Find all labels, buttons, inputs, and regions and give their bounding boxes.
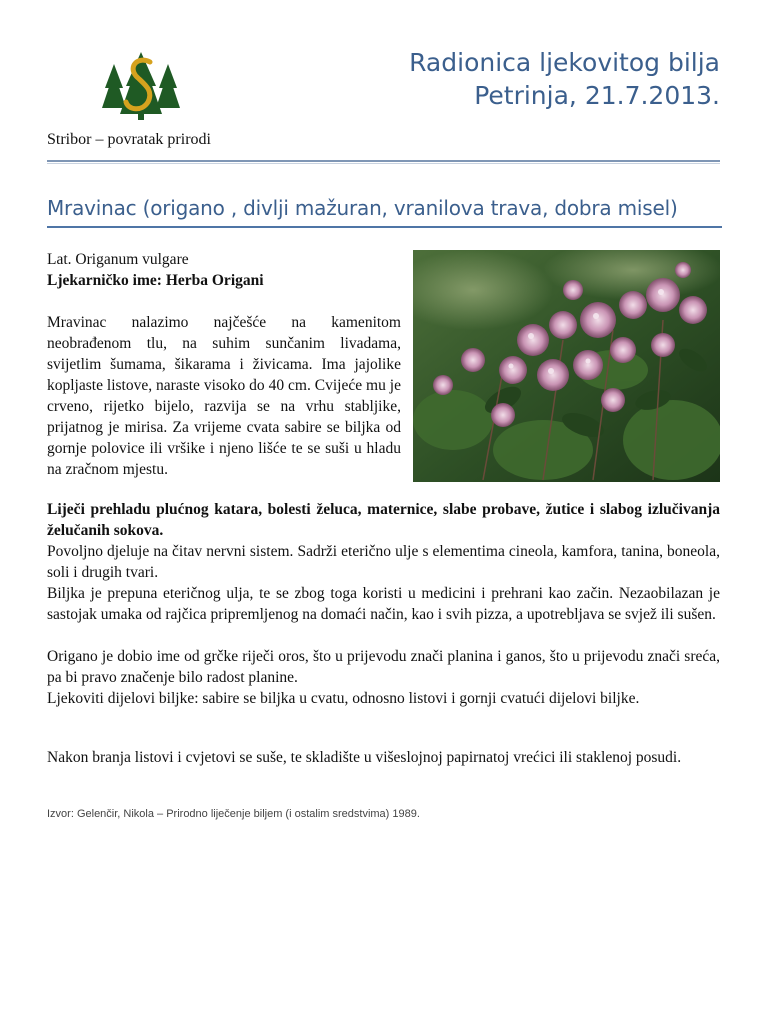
latin-name: Lat. Origanum vulgare [47,251,189,268]
paragraph-medicinal-parts: Ljekoviti dijelovi biljke: sabire se biljka u cvatu, odnosno listovi i gornji cvatući dijelovi biljke. [47,690,640,707]
document-title [409,46,720,112]
section-title: Mravinac (origano , divlji mažuran, vranilova trava, dobra misel) [47,196,678,220]
title-line-1: Radionica ljekovitog bilja [409,48,720,77]
header-divider [47,160,720,162]
paragraph-healing: Liječi prehladu plućnog katara, bolesti želuca, maternice, slabe probave, žutice i slabog izlučivanja želučanih sokova. [47,501,720,539]
paragraph-description: Mravinac nalazimo najčešće na kamenitom neobrađenom tlu, na suhim sunčanim livadama, svijetlim šumama, šikarama i živicama. Ima jajolike kopljaste listove, naraste visoko do 40 cm. Cvijeće mu je crveno, rijetko bijelo, razvija se na vrhu stabljike, prijatnog je mirisa. Za vrijeme cvata sabire se biljka od gornje polovice ili vršike i njeno lišće te se suši u hladu na zračnom mjestu. [47,314,401,478]
paragraph-name-origin: Origano je dobio ime od grčke riječi oros, što u prijevodu znači planina i ganos, što u prijevodu znači sreća, pa bi pravo značenje bilo radost planine. [47,648,720,686]
pharmaceutical-name [47,270,264,291]
oregano-photo [413,250,720,482]
pharmaceutical-name-text: Ljekarničko ime: Herba Origani [47,272,264,289]
paragraph-storage: Nakon branja listovi i cvjetovi se suše, te skladište u višeslojnoj papirnatoj vrećici ili staklenoj posudi. [47,749,682,766]
section-divider [47,226,722,228]
source-citation: Izvor: Gelenčir, Nikola – Prirodno liječenje biljem (i ostalim sredstvima) 1989. [47,808,420,820]
header-divider-shadow [47,163,720,164]
organization-name: Stribor – povratak prirodi [47,131,211,148]
paragraph-nervous-system: Povoljno djeluje na čitav nervni sistem. Sadrži eterično ulje s elementima cineola, kamfora, tanina, boneola, soli i drugih tvari. [47,543,720,581]
paragraph-essential-oil: Biljka je prepuna eteričnog ulja, te se zbog toga koristi u medicini i prehrani kao začin. Nezaobilazan je sastojak umaka od rajčica pripremljenog na domaći način, kao i svih pizza, a upotrebljava se svjež ili sušen. [47,585,720,623]
stribor-logo [98,52,184,122]
title-line-2: Petrinja, 21.7.2013. [474,81,720,110]
